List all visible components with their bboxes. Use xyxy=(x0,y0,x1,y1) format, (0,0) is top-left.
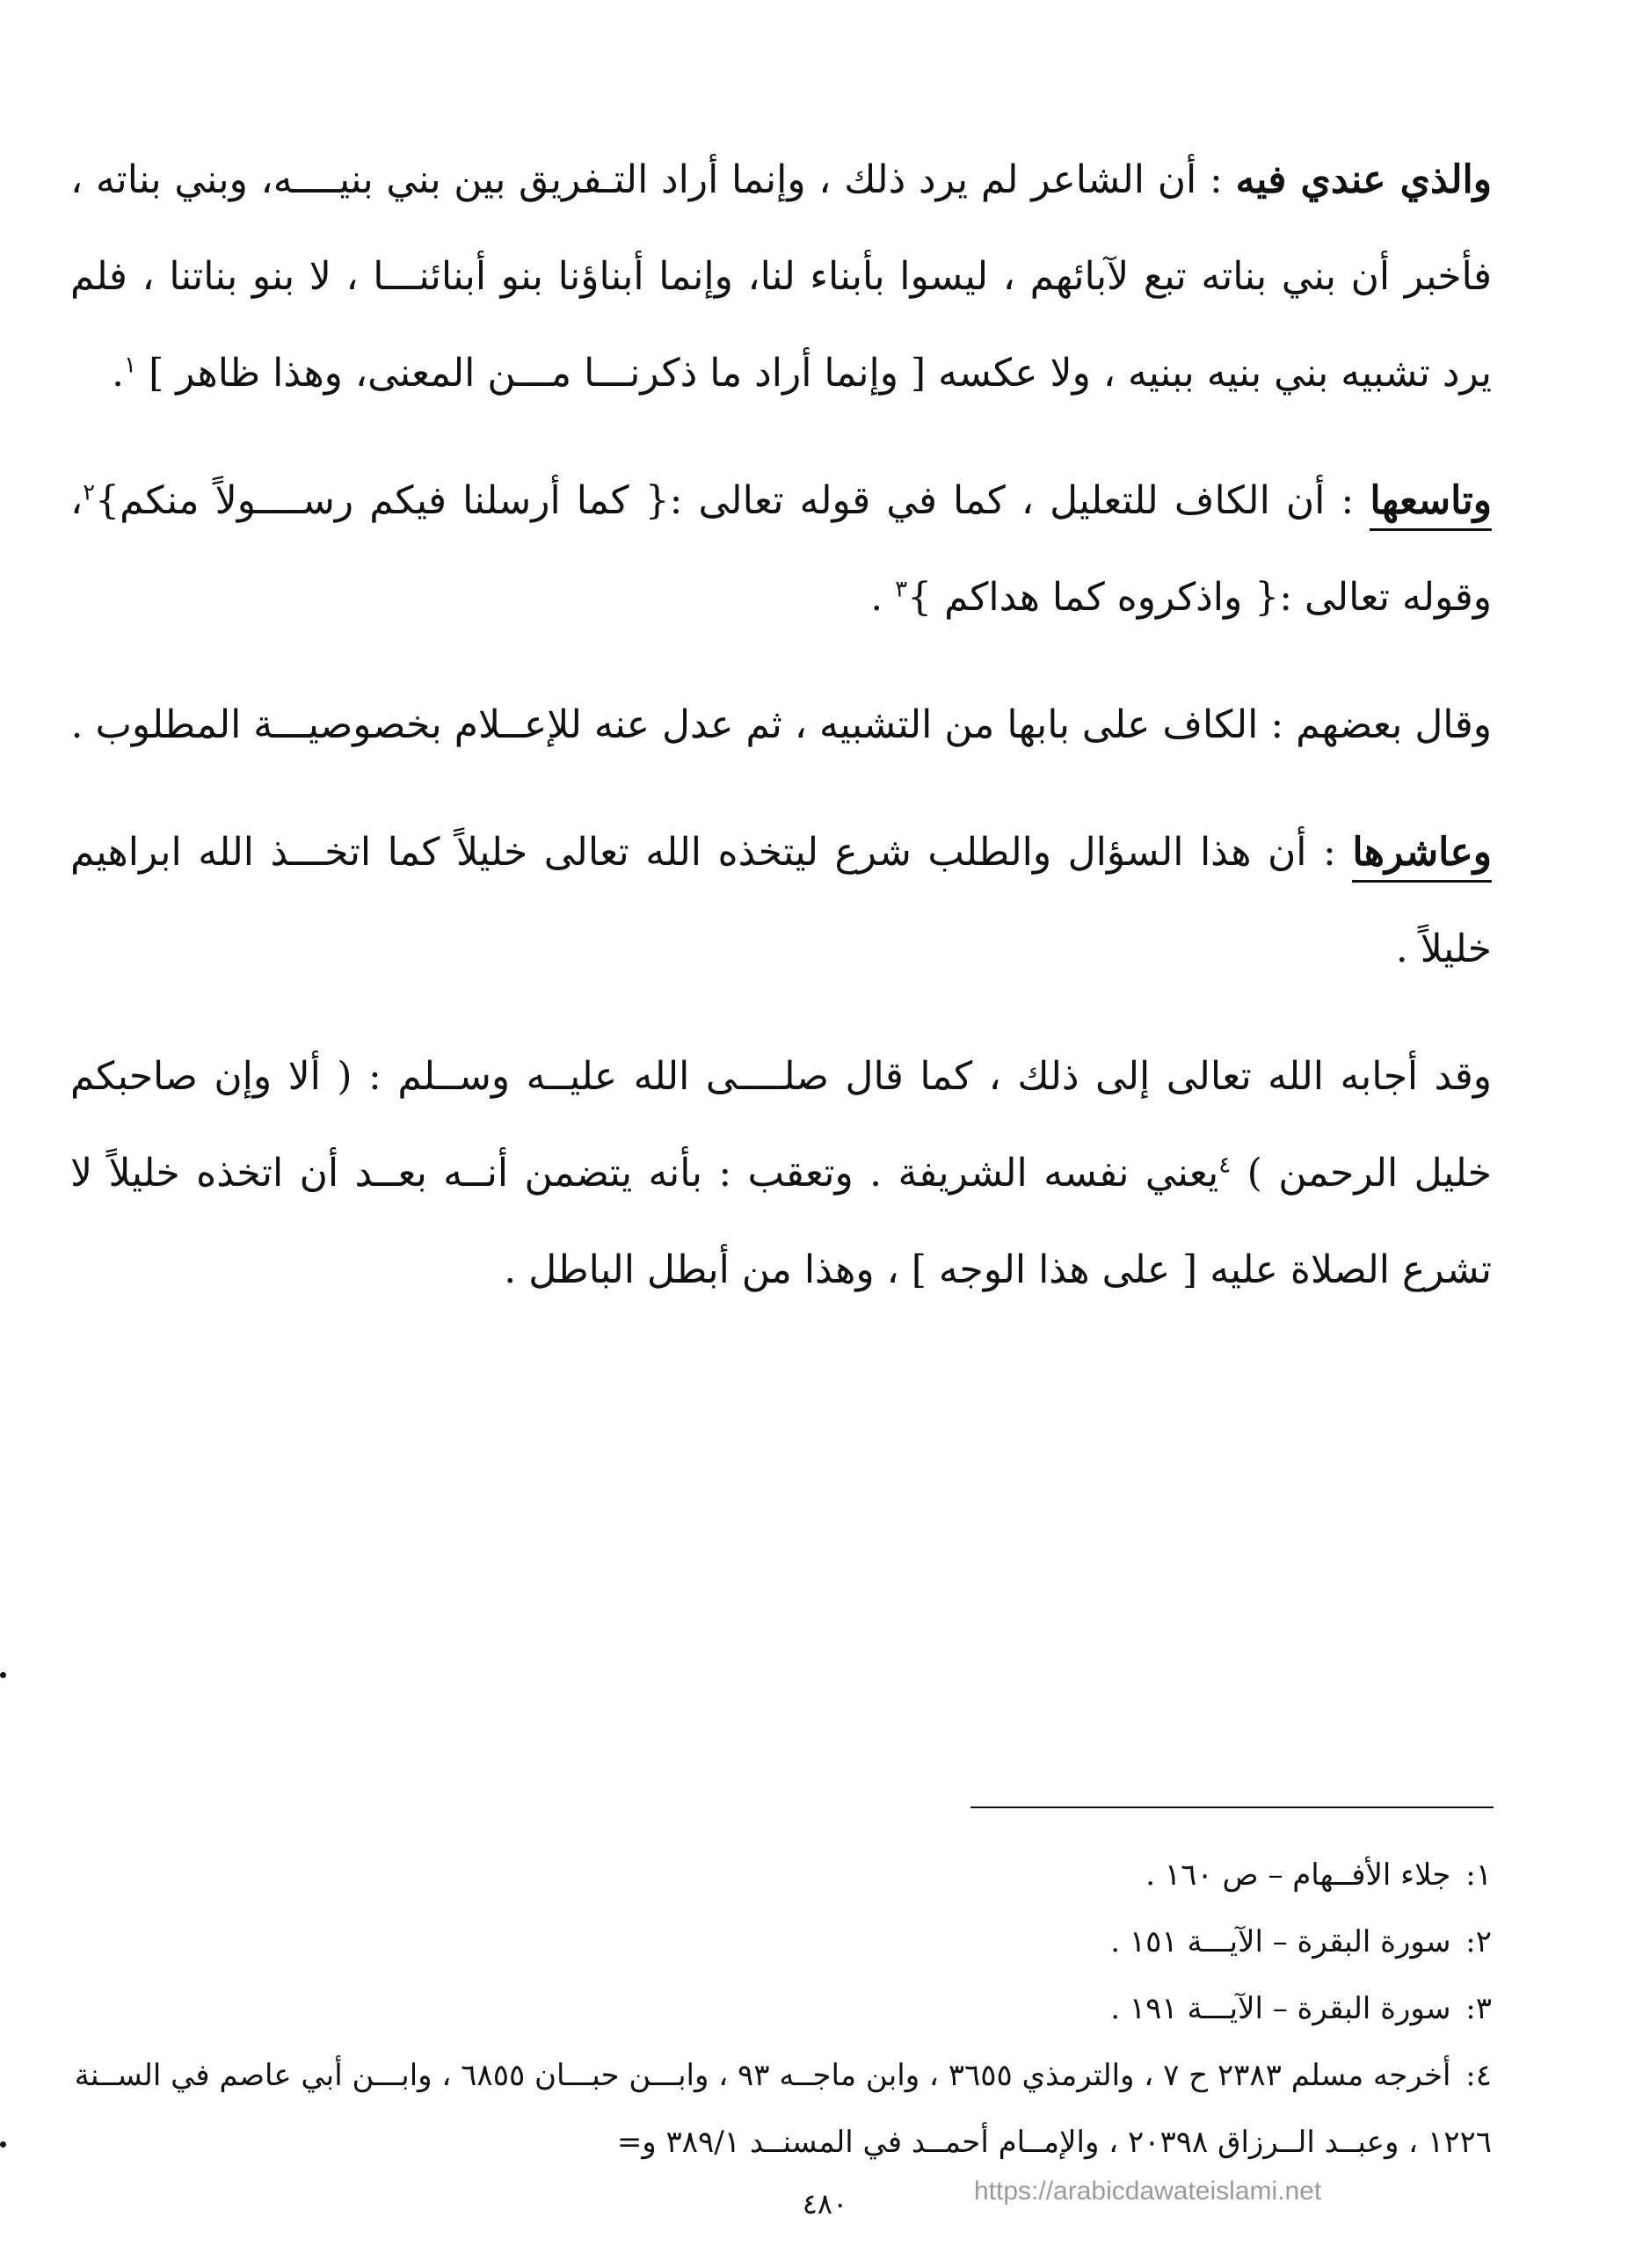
paragraph-text: وقال بعضهم : الكاف على بابها من التشبيه ، ثم عدل عنه للإعــلام بخصوصيـــة المطلوب . xyxy=(70,702,1492,747)
footnote-number: ٤: xyxy=(1465,2058,1492,2093)
footnotes xyxy=(53,1842,1492,2176)
paragraph-text-continued: ، وقوله تعالى :{ واذكروه كما هداكم } xyxy=(70,478,1492,620)
paragraph-4 xyxy=(70,804,1492,998)
footnote-text: سورة البقرة – الآيـــة ١٩١ . xyxy=(1110,1991,1451,2026)
paragraph-text: : أن هذا السؤال والطلب شرع ليتخذه الله تعالى خليلاً كما اتخـــذ الله ابراهيم خليلاً . xyxy=(70,830,1492,971)
footnote-reference: ٢ xyxy=(83,479,96,506)
paragraph-text-end: . xyxy=(112,351,125,396)
footnote-4 xyxy=(53,2042,1492,2176)
footnote-1 xyxy=(53,1842,1492,1908)
footnote-reference: ٤ xyxy=(1218,1152,1232,1179)
scan-mark xyxy=(0,1672,6,1678)
paragraph-text: : أن الشاعر لم يرد ذلك ، وإنما أراد التـفريق بين بني بنيــــه، وبني بناته ، فأخبر أن بني بناته تبع لآبائهم ، ليسوا بأبناء لنا، وإنما أبناؤنا بنو أبنائنـــا ، لا بنو بناتنا ، فلم يرد تشبيه بني بنيه ببنيه ، ولا عكسه [ وإنما أراد ما ذكرنـــا مـــن المعنى، وهذا ظاهر ] xyxy=(70,157,1492,396)
footnote-text: سورة البقرة – الآيـــة ١٥١ . xyxy=(1110,1924,1451,1959)
paragraph-2 xyxy=(70,453,1492,646)
watermark: https://arabicdawateislami.net xyxy=(974,2177,1322,2206)
footnote-number: ١: xyxy=(1465,1857,1492,1893)
paragraph-1 xyxy=(70,132,1492,422)
footnote-divider xyxy=(970,1806,1494,1808)
footnote-number: ٢: xyxy=(1465,1924,1492,1959)
paragraph-3 xyxy=(70,677,1492,774)
page-number: ٤٨٠ xyxy=(802,2187,848,2221)
paragraph-lead: وعاشرها xyxy=(1352,830,1492,883)
footnote-2 xyxy=(53,1908,1492,1975)
paragraph-lead: والذي عندي فيه xyxy=(1235,157,1492,202)
scan-mark xyxy=(0,2141,6,2148)
footnote-reference: ٣ xyxy=(895,576,908,603)
footnote-text: أخرجه مسلم ٢٣٨٣ ح ٧ ، والترمذي ٣٦٥٥ ، وابن ماجــه ٩٣ ، وابـــن حبـــان ٦٨٥٥ ، وابـــن أبي عاصم في الســنة ١٢٢٦ ، وعبــد الــرزاق ٢٠٣٩٨ ، والإمــام أحمــد في المسنــد ٣٨٩/١ و= xyxy=(74,2058,1492,2160)
paragraph-text: : أن الكاف للتعليل ، كما في قوله تعالى :{ كما أرسلنا فيكم رســــولاً منكم} xyxy=(95,478,1370,523)
paragraph-5 xyxy=(70,1029,1492,1319)
footnote-reference: ١ xyxy=(124,352,137,379)
paragraph-text: وقد أجابه الله تعالى إلى ذلك ، كما قال صلــــى الله عليــه وســلم : ( ألا وإن صاحبكم خليل الرحمن ) xyxy=(70,1054,1492,1196)
paragraph-text-end: . xyxy=(870,575,896,620)
paragraph-lead: وتاسعها xyxy=(1370,478,1492,531)
footnote-3 xyxy=(53,1975,1492,2042)
main-text xyxy=(70,132,1492,1349)
footnote-text: جلاء الأفــهام – ص ١٦٠ . xyxy=(1145,1857,1451,1893)
footnote-number: ٣: xyxy=(1465,1991,1492,2026)
paragraph-text-end: يعني نفسه الشريفة . وتعقب : بأنه يتضمن أنــه بعــد أن اتخذه خليلاً لا تشرع الصلاة عليه [ على هذا الوجه ] ، وهذا من أبطل الباطل . xyxy=(70,1151,1492,1292)
